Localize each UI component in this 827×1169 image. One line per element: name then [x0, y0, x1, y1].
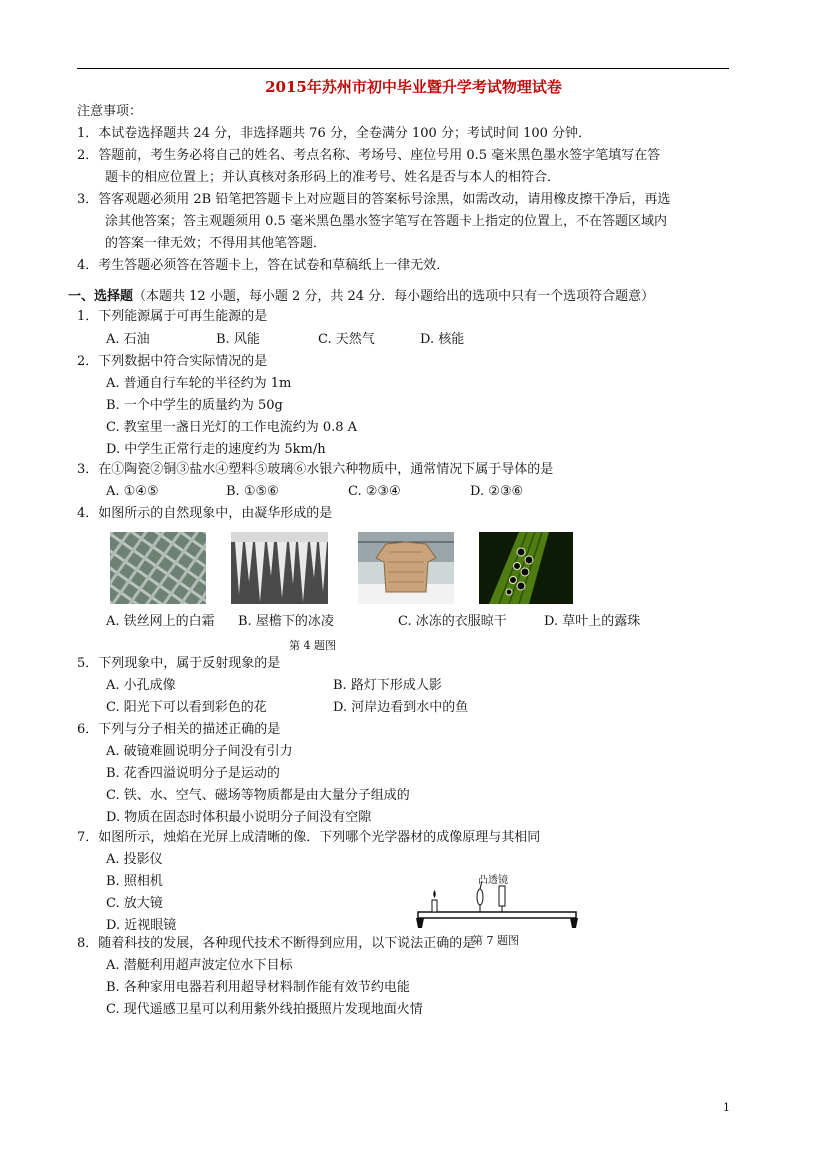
question-3-stem: 3．在①陶瓷②铜③盐水④塑料⑤玻璃⑥水银六种物质中，通常情况下属于导体的是	[77, 462, 554, 477]
q8-option-b: B. 各种家用电器若利用超导材料制作能有效节约电能	[106, 980, 410, 995]
q6-option-a: A. 破镜难圆说明分子间没有引力	[106, 744, 293, 759]
question-5-stem: 5．下列现象中，属于反射现象的是	[77, 656, 281, 671]
q8-option-a: A. 潜艇利用超声波定位水下目标	[106, 958, 293, 973]
notice-item-3-cont2: 的答案一律无效；不得用其他笔答题．	[105, 236, 327, 251]
q4-option-a: A. 铁丝网上的白霜	[106, 614, 215, 629]
notice-item-3: 3．答客观题必须用 2B 铅笔把答题卡上对应题目的答案标号涂黑，如需改动，请用橡皮擦干净后，再选	[77, 192, 671, 207]
q3-option-a: A. ①④⑤	[106, 484, 159, 499]
notice-item-1: 1．本试卷选择题共 24 分，非选择题共 76 分，全卷满分 100 分；考试时间 100 分钟．	[77, 126, 592, 141]
q4-option-b: B. 屋檐下的冰凌	[238, 614, 334, 629]
q5-option-d: D. 河岸边看到水中的鱼	[333, 700, 469, 715]
question-2-stem: 2．下列数据中符合实际情况的是	[77, 354, 268, 369]
notice-item-2-cont: 题卡的相应位置上；并认真核对条形码上的准考号、姓名是否与本人的相符合．	[105, 170, 561, 185]
figure-4-caption: 第 4 题图	[289, 639, 336, 652]
photo-icicles-under-eaves	[231, 532, 328, 604]
photo-dew-on-grass-leaf	[479, 532, 573, 604]
q1-option-d: D. 核能	[420, 332, 465, 347]
lens-label: 凸透镜	[478, 875, 508, 886]
q2-option-b: B. 一个中学生的质量约为 50g	[106, 398, 283, 413]
q6-option-b: B. 花香四溢说明分子是运动的	[106, 766, 280, 781]
q4-option-c: C. 冰冻的衣服晾干	[398, 614, 507, 629]
photo-frost-on-wire-mesh	[110, 532, 206, 604]
figure-7-caption: 第 7 题图	[472, 934, 519, 947]
q5-option-b: B. 路灯下形成人影	[333, 678, 442, 693]
q7-option-d: D. 近视眼镜	[106, 918, 177, 933]
q8-option-c: C. 现代遥感卫星可以利用紫外线拍摄照片发现地面火情	[106, 1002, 423, 1017]
photo-frozen-clothes-drying	[358, 532, 454, 604]
header-rule	[77, 68, 729, 69]
notice-heading: 注意事项：	[77, 104, 143, 119]
q2-option-c: C. 教室里一盏日光灯的工作电流约为 0.8 A	[106, 420, 358, 435]
q5-option-c: C. 阳光下可以看到彩色的花	[106, 700, 267, 715]
q3-option-d: D. ②③⑥	[470, 484, 524, 499]
q7-option-b: B. 照相机	[106, 874, 163, 889]
q2-option-a: A. 普通自行车轮的半径约为 1m	[106, 376, 292, 391]
q2-option-d: D. 中学生正常行走的速度约为 5km/h	[106, 442, 326, 457]
question-7-stem: 7．如图所示，烛焰在光屏上成清晰的像．下列哪个光学器材的成像原理与其相同	[77, 830, 541, 845]
section-1-heading	[68, 287, 654, 307]
q1-option-b: B. 风能	[216, 332, 260, 347]
page-number: 1	[723, 1101, 730, 1114]
notice-item-3-cont: 涂其他答案；答主观题须用 0.5 毫米黑色墨水签字笔写在答题卡上指定的位置上，不在答题区域内	[105, 214, 667, 229]
q3-option-b: B. ①⑤⑥	[226, 484, 279, 499]
question-6-stem: 6．下列与分子相关的描述正确的是	[77, 722, 281, 737]
section-1-description: （本题共 12 小题，每小题 2 分，共 24 分．每小题给出的选项中只有一个选项符合题意）	[133, 289, 655, 304]
question-1-stem: 1．下列能源属于可再生能源的是	[77, 309, 268, 324]
q6-option-c: C. 铁、水、空气、磁场等物质都是由大量分子组成的	[106, 788, 410, 803]
page-title: 2015年苏州市初中毕业暨升学考试物理试卷	[265, 78, 562, 96]
q1-option-c: C. 天然气	[318, 332, 375, 347]
q5-option-a: A. 小孔成像	[106, 678, 176, 693]
q6-option-d: D. 物质在固态时体积最小说明分子间没有空隙	[106, 810, 372, 825]
question-4-stem: 4．如图所示的自然现象中，由凝华形成的是	[77, 506, 333, 521]
q1-option-a: A. 石油	[106, 332, 150, 347]
q7-option-c: C. 放大镜	[106, 896, 163, 911]
question-8-stem: 8．随着科技的发展，各种现代技术不断得到应用，以下说法正确的是	[77, 936, 476, 951]
q7-option-a: A. 投影仪	[106, 852, 163, 867]
q4-option-d: D. 草叶上的露珠	[544, 614, 641, 629]
section-1-label: 一、选择题	[68, 289, 134, 304]
q3-option-c: C. ②③④	[348, 484, 401, 499]
notice-item-2: 2．答题前，考生务必将自己的姓名、考点名称、考场号、座位号用 0.5 毫米黑色墨水签字笔填写在答	[77, 148, 661, 163]
notice-item-4: 4．考生答题必须答在答题卡上，答在试卷和草稿纸上一律无效．	[77, 258, 450, 273]
